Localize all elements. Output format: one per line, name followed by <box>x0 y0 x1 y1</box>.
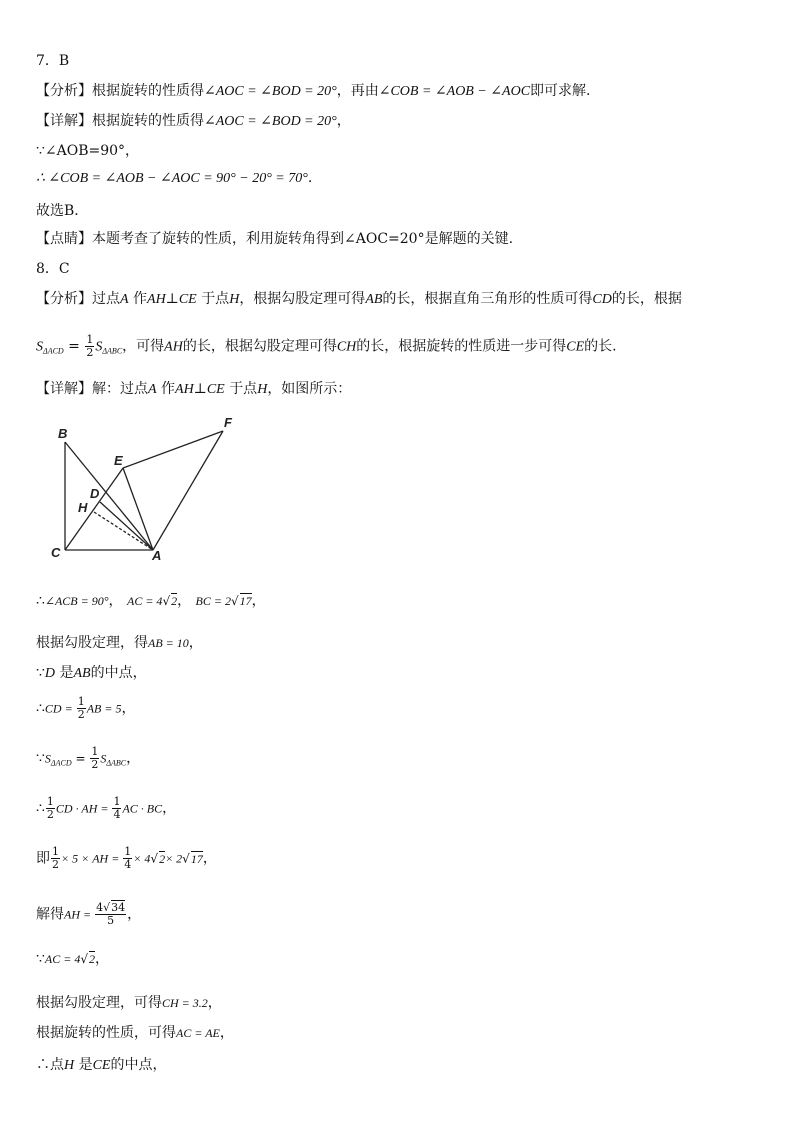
q7-choice: 故选B． <box>36 203 89 219</box>
segment-CE <box>65 468 123 550</box>
label-D: D <box>90 486 100 501</box>
q8-step-cd: ∴CD = $\frac{1}{2}$ AB = 5， <box>36 695 136 721</box>
q8-step-area-eq: ∴ $\frac{1}{2}$ CD · AH = $\frac{1}{4}$ AC · BC， <box>36 795 177 821</box>
geometry-figure <box>40 410 260 565</box>
q7-detail: 【详解】根据旋转的性质得∠AOC = ∠BOD = 20°， <box>36 113 351 129</box>
analysis-tag: 【分析】 <box>36 83 92 99</box>
q8-step-given: ∴∠ACB = 90°， AC = 4√2， BC = 2√17， <box>36 593 266 609</box>
segment-FA <box>153 431 223 550</box>
comment-tag: 【点睛】 <box>36 231 92 247</box>
detail-tag: 【详解】 <box>36 113 92 129</box>
segment-EA <box>123 468 153 550</box>
segment-BA <box>65 442 153 550</box>
q8-header: 8．C <box>36 261 70 277</box>
q8-analysis-line2: $S_{\Delta ACD}$ = $\frac{1}{2}$ $S_{\Delta ABC}$，可得AH的长，根据勾股定理可得CH的长，根据旋转的性质进一步可得CE的长. <box>36 333 617 359</box>
q8-step-ac-ae: 根据旋转的性质，可得AC = AE， <box>36 1025 234 1041</box>
q8-step-area-ratio: $\because S_{\Delta ACD}$ = $\frac{1}{2}$ $S_{\Delta ABC}$， <box>36 745 141 771</box>
label-F: F <box>224 415 232 430</box>
q7-header: 7．B <box>36 53 70 69</box>
q8-step-midpoint: ∵D 是AB的中点， <box>36 665 147 681</box>
q7-comment: 【点睛】本题考查了旋转的性质，利用旋转角得到∠AOC=20°是解题的关键. <box>36 231 514 247</box>
q7-step-compute: ∴ ∠COB = ∠AOB − ∠AOC = 90° − 20° = 70°. <box>36 170 313 186</box>
segment-DA <box>100 502 153 550</box>
segment-EF <box>123 431 223 468</box>
label-H: H <box>78 500 88 515</box>
segment-AH-dashed <box>94 512 153 550</box>
fraction: $\frac{1}{2}$ <box>86 333 94 359</box>
q8-step-ac: ∵AC = 4√2， <box>36 951 110 967</box>
q7-analysis: 【分析】根据旋转的性质得∠AOC = ∠BOD = 20°，再由∠COB = ∠AOB − ∠AOC即可求解. <box>36 83 591 99</box>
label-B: B <box>58 426 68 441</box>
label-A: A <box>152 548 162 563</box>
q8-step-ch: 根据勾股定理，可得CH = 3.2， <box>36 995 222 1011</box>
q8-step-ah: 解得AH = $\frac{4√34}{5}$ ， <box>36 901 142 927</box>
label-E: E <box>114 453 123 468</box>
q8-detail: 【详解】解：过点A 作AH⊥CE 于点H，如图所示： <box>36 381 352 397</box>
q7-step-given: ∵∠AOB=90°， <box>36 143 140 159</box>
q8-analysis-line1: 【分析】过点A 作AH⊥CE 于点H，根据勾股定理可得AB的长，根据直角三角形的性质可得CD的长，根据 <box>36 291 682 307</box>
label-C: C <box>51 545 61 560</box>
q8-step-ab: 根据勾股定理，得AB = 10， <box>36 635 203 651</box>
q8-step-h-midpoint: ∴点H 是CE的中点， <box>36 1057 167 1073</box>
q8-step-substitute: 即 $\frac{1}{2}$ × 5 × AH = $\frac{1}{4}$ × 4√2× 2√17， <box>36 845 217 871</box>
